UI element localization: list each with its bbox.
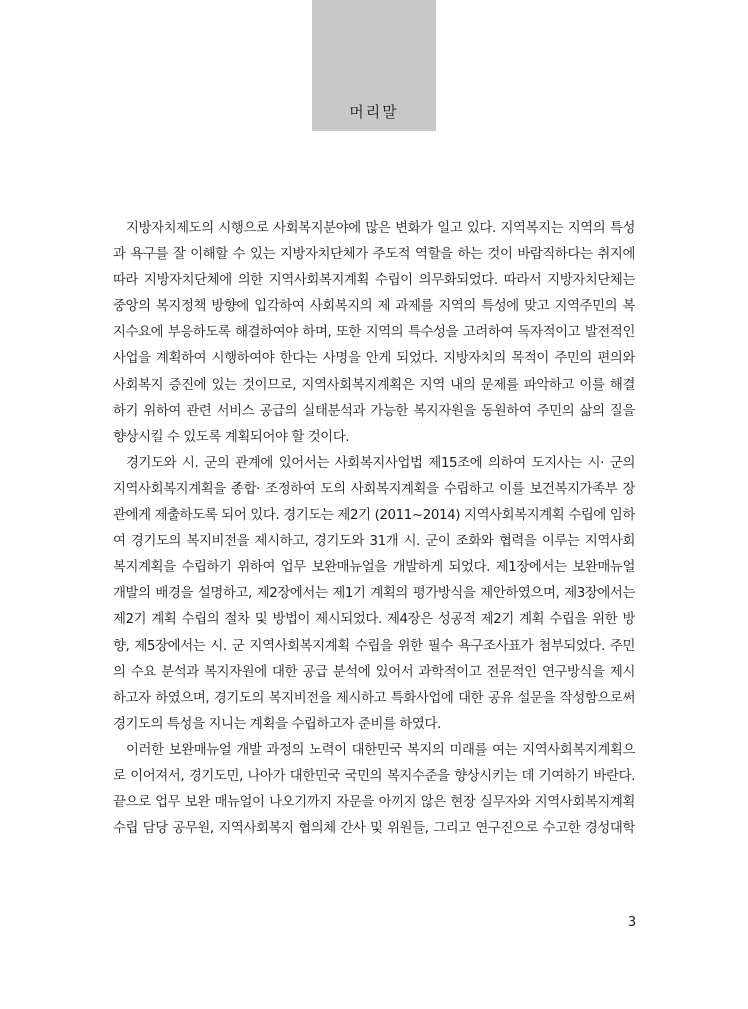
text-line: 사회복지 증진에 있는 것이므로, 지역사회복지계획은 지역 내의 문제를 파악하고 이를 해결: [113, 377, 635, 393]
preface-body: [113, 216, 635, 842]
text-line: 향, 제5장에서는 시. 군 지역사회복지계획 수립을 위한 필수 욕구조사표가 첨부되었다. 주민: [113, 638, 635, 654]
text-line: 제2기 계획 수립의 절차 및 방법이 제시되었다. 제4장은 성공적 제2기 계획 수립을 위한 방: [113, 612, 635, 628]
text-line: 하고자 하였으며, 경기도의 복지비전을 제시하고 특화사업에 대한 공유 설문을 작성함으로써: [113, 690, 635, 706]
page-number: 3: [627, 915, 637, 930]
text-line: 과 욕구를 잘 이해할 수 있는 지방자치단체가 주도적 역할을 하는 것이 바람직하다는 취지에: [113, 247, 635, 263]
text-line: 향상시킬 수 있도록 계획되어야 할 것이다.: [113, 429, 350, 445]
text-line: 의 수요 분석과 복지자원에 대한 공급 분석에 있어서 과학적이고 전문적인 연구방식을 제시: [113, 664, 635, 680]
text-line: 개발의 배경을 설명하고, 제2장에서는 제1기 계획의 평가방식을 제안하였으며, 제3장에서는: [113, 586, 635, 602]
text-line: 여 경기도의 복지비전을 제시하고, 경기도와 31개 시. 군이 조화와 협력을 이루는 지역사회: [113, 534, 635, 550]
text-line: 지방자치제도의 시행으로 사회복지분야에 많은 변화가 일고 있다. 지역복지는 지역의 특성: [126, 221, 635, 236]
text-line: 지수요에 부응하도록 해결하여야 하며, 또한 지역의 특수성을 고려하여 독자적이고 발전적인: [113, 325, 635, 341]
text-line: 끝으로 업무 보완 매뉴얼이 나오기까지 자문을 아끼지 않은 현장 실무자와 지역사회복지계획: [113, 795, 635, 811]
text-line: 따라 지방자치단체에 의한 지역사회복지계획 수립이 의무화되었다. 따라서 지방자치단체는: [113, 273, 635, 289]
text-line: 복지계획을 수립하기 위하여 업무 보완매뉴얼을 개발하게 되었다. 제1장에서는 보완매뉴얼: [113, 560, 635, 576]
text-line: 경기도의 특성을 지니는 계획을 수립하고자 준비를 하였다.: [113, 716, 441, 732]
page-title: 머리말: [349, 103, 399, 121]
text-line: 지역사회복지계획을 종합· 조정하여 도의 사회복지계획을 수립하고 이를 보건복지가족부 장: [113, 481, 635, 497]
text-line: 사업을 계획하여 시행하여야 한다는 사명을 안게 되었다. 지방자치의 목적이 주민의 편의와: [113, 351, 635, 367]
text-line: 로 이어져서, 경기도민, 나아가 대한민국 국민의 복지수준을 향상시키는 데 기여하기 바란다.: [113, 768, 635, 784]
text-line: 경기도와 시. 군의 관계에 있어서는 사회복지사업법 제15조에 의하여 도지사는 시· 군의: [126, 455, 635, 471]
text-line: 관에게 제출하도록 되어 있다. 경기도는 제2기 (2011~2014) 지역사회복지계획 수립에 임하: [113, 508, 635, 524]
text-line: 수립 담당 공무원, 지역사회복지 협의체 간사 및 위원들, 그리고 연구진으로 수고한 경성대학: [113, 821, 635, 837]
chapter-header-block: [312, 0, 436, 131]
text-line: 이러한 보완매뉴얼 개발 과정의 노력이 대한민국 복지의 미래를 여는 지역사회복지계획으: [126, 742, 635, 758]
text-line: 하기 위하여 관련 서비스 공급의 실태분석과 가능한 복지자원을 동원하여 주민의 삶의 질을: [113, 403, 635, 419]
text-line: 중앙의 복지정책 방향에 입각하여 사회복지의 제 과제를 지역의 특성에 맞고 지역주민의 복: [113, 299, 635, 315]
